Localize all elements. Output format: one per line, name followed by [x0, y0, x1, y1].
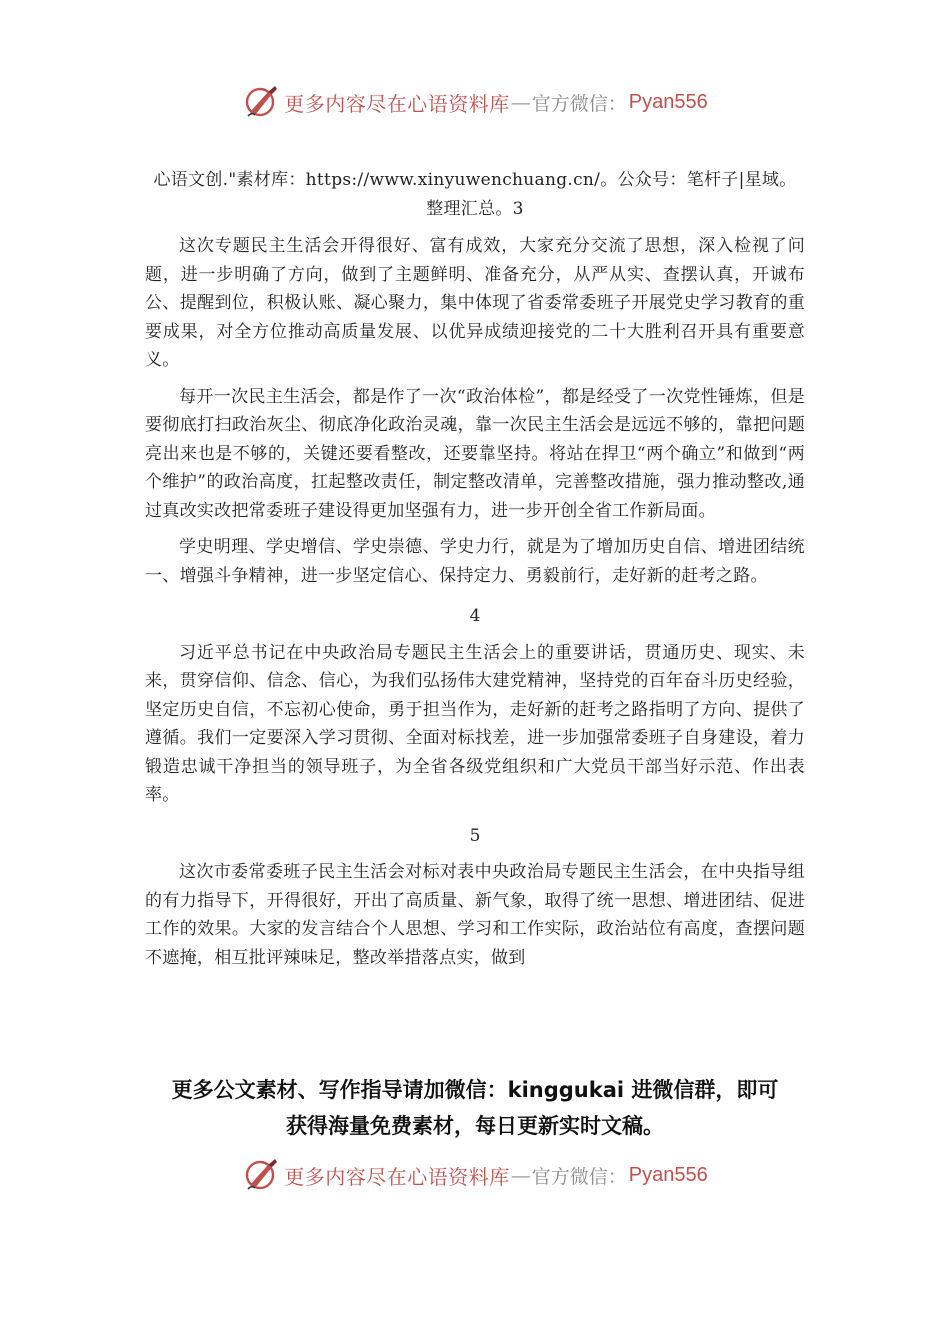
banner-dash: — [510, 90, 531, 114]
promo-line-2: 获得海量免费素材，每日更新实时文稿。 [286, 1114, 664, 1138]
banner-wechat-id: Pyan556 [628, 1163, 708, 1186]
banner-brand-text: 更多内容尽在心语资料库 [284, 91, 510, 116]
section-number-4: 4 [469, 606, 481, 626]
pen-logo-icon [242, 82, 282, 122]
banner-wechat-id: Pyan556 [628, 90, 708, 113]
paragraph-5: 这次市委常委班子民主生活会对标对表中央政治局专题民主生活会，在中央指导组的有力指导下，开得很好，开出了高质量、新气象，取得了统一思想、增进团结、促进工作的效果。大家的发言结合个人思想、学习和工作实际，政治站位有高度，查摆问题不遮掩，相互批评辣味足，整改举措落点实，做到 [145, 862, 805, 968]
promo-line-1: 更多公文素材、写作指导请加微信：kinggukai 进微信群，即可 [171, 1078, 779, 1102]
header-banner [0, 80, 950, 124]
document-body [145, 166, 805, 972]
source-line-1: 心语文创."素材库：https://www.xinyuwenchuang.cn/。公众号：笔杆子|星域。 [153, 170, 797, 190]
pen-logo-icon [242, 1155, 282, 1195]
paragraph-3: 学史明理、学史增信、学史崇德、学史力行，就是为了增加历史自信、增进团结统一、增强斗争精神，进一步坚定信心、保持定力、勇毅前行，走好新的赶考之路。 [145, 537, 805, 586]
promo-text [120, 1072, 830, 1144]
banner-dash: — [510, 1163, 531, 1187]
banner-brand-text: 更多内容尽在心语资料库 [284, 1164, 510, 1189]
paragraph-2: 每开一次民主生活会，都是作了一次“政治体检”，都是经受了一次党性锤炼，但是要彻底打扫政治灰尘、彻底净化政治灵魂，靠一次民主生活会是远远不够的，靠把问题亮出来也是不够的，关键还要看整改，还要靠坚持。将站在捍卫“两个确立”和做到“两个维护”的政治高度，扛起整改责任，制定整改清单，完善整改措施，强力推动整改,通过真改实改把常委班子建设得更加坚强有力，进一步开创全省工作新局面。 [145, 386, 805, 521]
source-line-2: 整理汇总。3 [426, 199, 524, 219]
footer-banner [0, 1153, 950, 1197]
banner-official-label: 官方微信： [531, 1165, 627, 1188]
banner-official-label: 官方微信： [531, 92, 627, 115]
section-number-5: 5 [469, 825, 481, 846]
paragraph-4: 习近平总书记在中央政治局专题民主生活会上的重要讲话，贯通历史、现实、未来，贯穿信仰、信念、信心，为我们弘扬伟大建党精神，坚持党的百年奋斗历史经验，坚定历史自信，不忘初心使命，勇于担当作为，走好新的赶考之路指明了方向、提供了遵循。我们一定要深入学习贯彻、全面对标找差，进一步加强常委班子自身建设，着力锻造忠诚干净担当的领导班子，为全省各级党组织和广大党员干部当好示范、作出表率。 [145, 642, 805, 805]
paragraph-1: 这次专题民主生活会开得很好、富有成效，大家充分交流了思想，深入检视了问题，进一步明确了方向，做到了主题鲜明、准备充分，从严从实、查摆认真，开诚布公、提醒到位，积极认账、凝心聚力，集中体现了省委常委班子开展党史学习教育的重要成果，对全方位推动高质量发展、以优异成绩迎接党的二十大胜利召开具有重要意义。 [145, 236, 805, 370]
